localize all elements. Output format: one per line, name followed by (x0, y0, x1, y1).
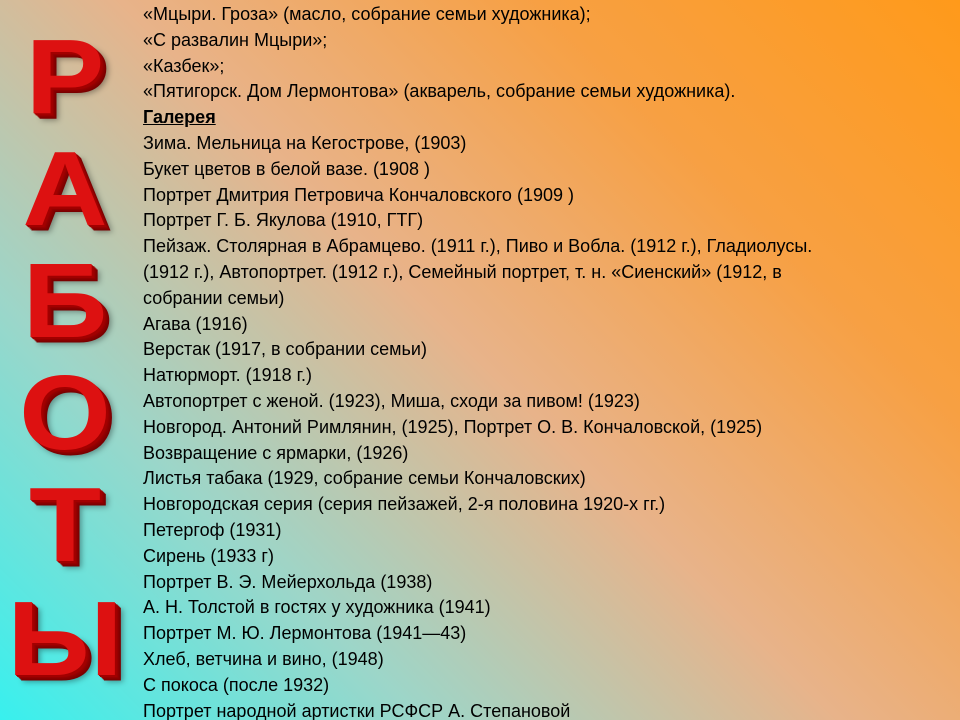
title-letter: Б (22, 241, 108, 361)
list-item: «Мцыри. Гроза» (масло, собрание семьи художника); (143, 4, 591, 24)
list-item: Верстак (1917, в собрании семьи) (143, 339, 427, 360)
list-item: Новгород. Антоний Римлянин, (1925), Портрет О. В. Кончаловской, (1925) (143, 416, 763, 437)
title-letter: Р (25, 17, 105, 137)
title-letter: А (22, 129, 108, 249)
list-item: Возвращение с ярмарки, (1926) (143, 442, 409, 463)
list-item: Портрет Дмитрия Петровича Кончаловского (1909 ) (143, 184, 574, 205)
list-item: Сирень (1933 г) (143, 545, 274, 566)
list-item: «Пятигорск. Дом Лермонтова» (акварель, собрание семьи художника). (143, 81, 736, 102)
list-item: Натюрморт. (1918 г.) (143, 365, 313, 386)
list-item: «Казбек»; (143, 55, 225, 76)
list-item: Новгородская серия (серия пейзажей, 2-я половина 1920-х гг.) (143, 494, 666, 515)
title-letter: О (19, 353, 111, 473)
list-item: Зима. Мельница на Кегострове, (1903) (143, 132, 467, 153)
list-item: Букет цветов в белой вазе. (1908 ) (143, 158, 430, 179)
list-item: «С развалин Мцыри»; (143, 29, 328, 50)
list-item: (1912 г.), Автопортрет. (1912 г.), Семейный портрет, т. н. «Сиенский» (1912, в (143, 261, 782, 282)
list-item: Портрет В. Э. Мейерхольда (1938) (143, 571, 433, 592)
list-item: Портрет М. Ю. Лермонтова (1941—43) (143, 623, 467, 644)
list-item: Хлеб, ветчина и вино, (1948) (143, 648, 384, 669)
list-item: собрании семьи) (143, 287, 285, 308)
list-item: Петергоф (1931) (143, 519, 282, 540)
works-list (143, 2, 943, 720)
gallery-heading: Галерея (143, 107, 216, 128)
list-item: Пейзаж. Столярная в Абрамцево. (1911 г.), Пиво и Вобла. (1912 г.), Гладиолусы. (143, 236, 813, 257)
list-item: А. Н. Толстой в гостях у художника (1941) (143, 597, 491, 618)
title-letter: Т (28, 465, 102, 585)
list-item: Листья табака (1929, собрание семьи Кончаловских) (143, 468, 586, 489)
title-letter: Ы (7, 579, 123, 699)
list-item: Портрет Г. Б. Якулова (1910, ГТГ) (143, 210, 424, 231)
list-item: Агава (1916) (143, 313, 248, 334)
list-item: Портрет народной артистки РСФСР А. Степановой (143, 700, 571, 720)
list-item: С покоса (после 1932) (143, 674, 330, 695)
list-item: Автопортрет с женой. (1923), Миша, сходи за пивом! (1923) (143, 390, 640, 411)
vertical-title (0, 0, 140, 720)
